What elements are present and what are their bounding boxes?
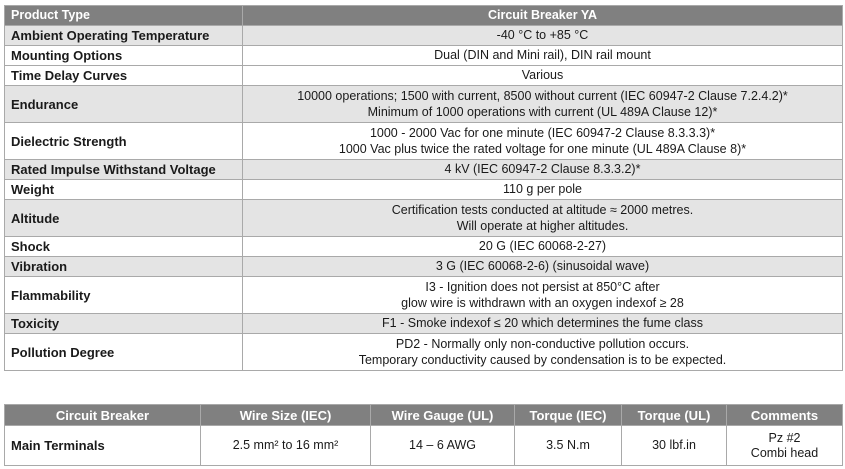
- spec-label: Shock: [5, 237, 243, 257]
- col-header-torque-iec: Torque (IEC): [515, 405, 622, 426]
- spec-value-line: F1 - Smoke indexof ≤ 20 which determines the fume class: [382, 316, 703, 330]
- spec-label: Altitude: [5, 200, 243, 237]
- comments-cell: [727, 426, 843, 466]
- product-name-header: Circuit Breaker YA: [243, 6, 843, 26]
- spec-row: [5, 26, 843, 46]
- spec-value-line: Minimum of 1000 operations with current (UL 489A Clause 12)*: [367, 105, 718, 119]
- spec-value-line: 110 g per pole: [503, 182, 582, 196]
- spec-row: [5, 237, 843, 257]
- col-header-torque-ul: Torque (UL): [622, 405, 727, 426]
- spec-value: [243, 26, 843, 46]
- spec-row: [5, 257, 843, 277]
- spec-label: Weight: [5, 180, 243, 200]
- spec-label: Toxicity: [5, 314, 243, 334]
- spec-header-row: [5, 6, 843, 26]
- spec-row: [5, 86, 843, 123]
- spec-value: [243, 237, 843, 257]
- spec-value-line: Various: [521, 68, 564, 82]
- spec-value-line: 1000 - 2000 Vac for one minute (IEC 60947-2 Clause 8.3.3.3)*: [369, 126, 716, 140]
- specifications-table: [4, 5, 843, 371]
- wiring-header-row: [5, 405, 843, 426]
- spec-value-line: 10000 operations; 1500 with current, 8500 without current (IEC 60947-2 Clause 7.2.4.2)*: [297, 89, 788, 103]
- spec-value-line: I3 - Ignition does not persist at 850°C after: [425, 280, 660, 294]
- spec-row: [5, 314, 843, 334]
- product-type-header: Product Type: [5, 6, 243, 26]
- spec-value: [243, 46, 843, 66]
- spec-value-line: Temporary conductivity caused by condensation is to be expected.: [358, 353, 727, 367]
- table-row: [5, 426, 843, 466]
- col-header-wire-gauge: Wire Gauge (UL): [371, 405, 515, 426]
- spec-row: [5, 180, 843, 200]
- spec-row: [5, 46, 843, 66]
- spec-value: [243, 160, 843, 180]
- spec-value-line: 20 G (IEC 60068-2-27): [478, 239, 607, 253]
- wiring-table: [4, 404, 843, 466]
- spec-row: [5, 66, 843, 86]
- col-header-comments: Comments: [727, 405, 843, 426]
- spec-row: [5, 200, 843, 237]
- spec-value-line: PD2 - Normally only non-conductive pollution occurs.: [395, 337, 690, 351]
- spec-value: [243, 277, 843, 314]
- spec-value-line: 1000 Vac plus twice the rated voltage for one minute (UL 489A Clause 8)*: [338, 142, 747, 156]
- spec-label: Dielectric Strength: [5, 123, 243, 160]
- spec-value-line: Will operate at higher altitudes.: [456, 219, 629, 233]
- comment-line: Pz #2: [768, 430, 801, 445]
- spec-label: Endurance: [5, 86, 243, 123]
- wire-size-cell: 2.5 mm² to 16 mm²: [201, 426, 371, 466]
- torque-iec-cell: 3.5 N.m: [515, 426, 622, 466]
- spec-row: [5, 123, 843, 160]
- spec-label: Pollution Degree: [5, 334, 243, 371]
- spec-label: Rated Impulse Withstand Voltage: [5, 160, 243, 180]
- spec-label: Mounting Options: [5, 46, 243, 66]
- spec-value: [243, 86, 843, 123]
- torque-ul-cell: 30 lbf.in: [622, 426, 727, 466]
- comment-line: Combi head: [750, 445, 819, 460]
- col-header-wire-size: Wire Size (IEC): [201, 405, 371, 426]
- spec-label: Time Delay Curves: [5, 66, 243, 86]
- spec-value-line: -40 °C to +85 °C: [496, 28, 589, 42]
- spec-row: [5, 277, 843, 314]
- spec-value-line: Certification tests conducted at altitude ≈ 2000 metres.: [391, 203, 694, 217]
- spec-label: Ambient Operating Temperature: [5, 26, 243, 46]
- spec-value: [243, 334, 843, 371]
- spec-row: [5, 334, 843, 371]
- wire-gauge-cell: 14 – 6 AWG: [371, 426, 515, 466]
- spec-value: [243, 257, 843, 277]
- spec-value-line: Dual (DIN and Mini rail), DIN rail mount: [434, 48, 651, 62]
- spec-value-line: glow wire is withdrawn with an oxygen indexof ≥ 28: [401, 296, 684, 310]
- spec-value-line: 3 G (IEC 60068-2-6) (sinusoidal wave): [435, 259, 650, 273]
- main-terminals-label: Main Terminals: [5, 426, 201, 466]
- spec-value-line: 4 kV (IEC 60947-2 Clause 8.3.3.2)*: [444, 162, 641, 176]
- spec-row: [5, 160, 843, 180]
- spec-label: Vibration: [5, 257, 243, 277]
- spec-value: [243, 66, 843, 86]
- spec-value: [243, 180, 843, 200]
- spec-value: [243, 123, 843, 160]
- spec-value: [243, 314, 843, 334]
- spec-label: Flammability: [5, 277, 243, 314]
- spec-value: [243, 200, 843, 237]
- col-header-circuit-breaker: Circuit Breaker: [5, 405, 201, 426]
